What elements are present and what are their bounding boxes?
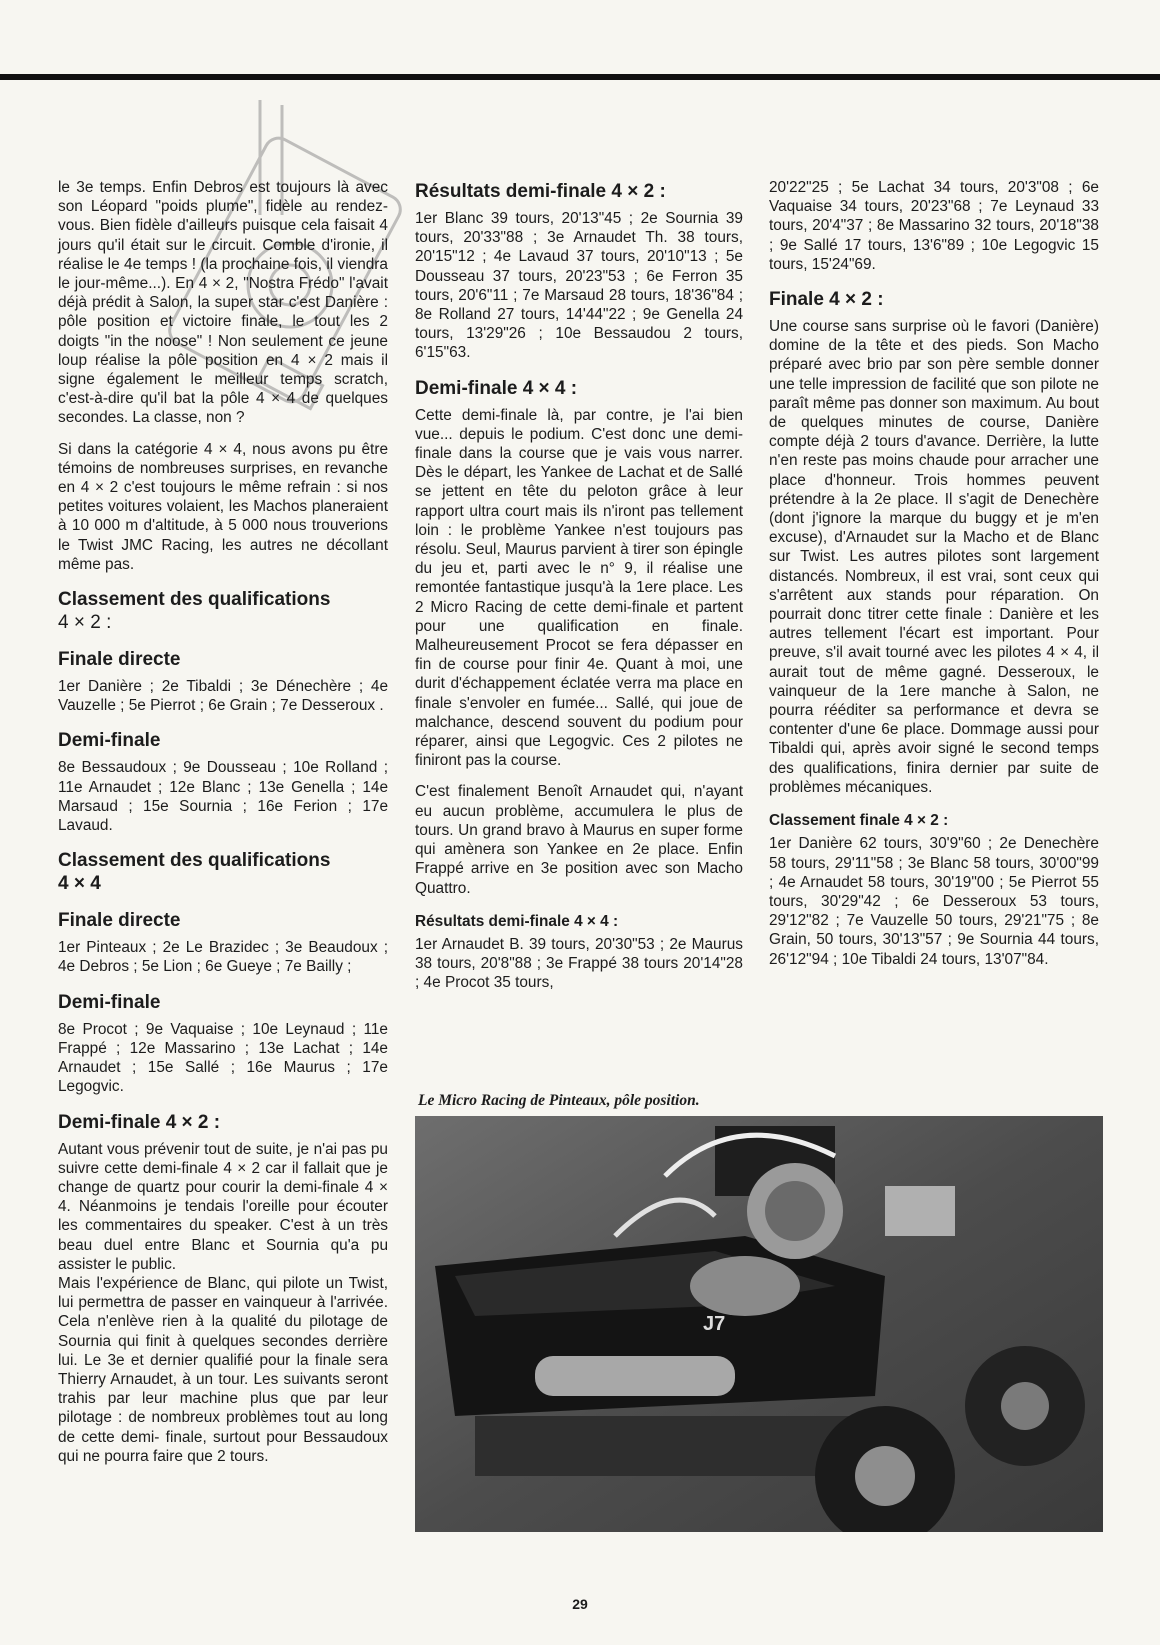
paragraph: Si dans la catégorie 4 × 4, nous avons pu être témoins de nombreuses surprises, en revanche en 4 × 2 c'est toujours le même refrain : si nos petites voitures volaient, les Machos planeraient à 10 000 m d'altitude, à 5 000 nous trouverions le Twist JMC Racing, les autres ne décollant même pas. bbox=[58, 440, 388, 573]
rc-buggy-illustration bbox=[415, 1116, 1103, 1532]
results-heading: Classement finale 4 × 2 : bbox=[769, 812, 949, 830]
results-text: 1er Arnaudet B. 39 tours, 20'30"53 ; 2e Maurus 38 tours, 20'8"88 ; 3e Frappé 38 tours 20'14"28 ; 4e Procot 35 tours, bbox=[415, 935, 743, 992]
top-rule bbox=[0, 74, 1160, 80]
paragraph: Mais l'expérience de Blanc, qui pilote un Twist, lui permettra de passer en vainqueur à l'arrivée. Cela n'enlève rien à la qualité du pilotage de Sournia qui finit à quelques secondes derrière lui. Le 3e et dernier qualifié pour la finale sera Thierry Arnaudet, à un tour. Les suivants seront trahis par leur machine plus que par leur pilotage : de nombreux problèmes tout au long de cette demi- finale, surtout pour Bessaudoux qui ne pourra faire que 2 tours. bbox=[58, 1274, 388, 1465]
photo-caption: Le Micro Racing de Pinteaux, pôle position. bbox=[418, 1092, 700, 1109]
car-number-label: J7 bbox=[703, 1313, 726, 1335]
section-heading: Finale 4 × 2 : bbox=[769, 289, 884, 311]
results-text: 8e Bessaudoux ; 9e Dousseau ; 10e Rolland ; 11e Arnaudet ; 12e Blanc ; 13e Genella ; 14e Marsaud ; 15e Sournia ; 16e Ferion ; 17e Lavaud. bbox=[58, 759, 388, 835]
paragraph: C'est finalement Benoît Arnaudet qui, n'ayant eu aucun problème, accumulera le plus de tours. Un grand bravo à Maurus en super forme qui amènera son Yankee en 2e place. Enfin Frappé arrive en 3e position avec son Macho Quattro. bbox=[415, 783, 743, 897]
column-left bbox=[58, 178, 388, 1478]
paragraph: Autant vous prévenir tout de suite, je n'ai pas pu suivre cette demi-finale 4 × 2 car il fallait que je change de quartz pour courir la demi-finale 4 × 4. Néanmoins je tendais l'oreille pour écouter les commentaires du speaker. C'est à un très beau duel entre Blanc et Sournia qu'a pu assister le public. bbox=[58, 1140, 388, 1273]
subsection-heading: Finale directe bbox=[58, 910, 181, 932]
rc-buggy-photo bbox=[415, 1116, 1103, 1532]
results-text: 1er Pinteaux ; 2e Le Brazidec ; 3e Beaudoux ; 4e Debros ; 5e Lion ; 6e Gueye ; 7e Bailly ; bbox=[58, 939, 388, 976]
results-heading: Résultats demi-finale 4 × 4 : bbox=[415, 912, 619, 930]
section-heading: Résultats demi-finale 4 × 2 : bbox=[415, 181, 666, 202]
paragraph: le 3e temps. Enfin Debros est toujours là avec son Léopard "poids plume", fidèle au rendez-vous. Bien fidèle d'ailleurs puisque cela faisait 4 jours qu'il était sur le circuit. Comble d'ironie, il réalise le 4e temps ! (la prochaine fois, il viendra le jour-même...). En 4 × 2, "Nostra Frédo" l'avait déjà prédit à Salon, la super star c'est Danière : pôle position et victoire finale, le tout les 2 doigts "in the noose" ! Non seulement ce jeune loup réalise la pôle position en 4 × 2 mais il signe également le meilleur temps scratch, c'est-à-dire qu'il bat la pôle 4 × 4 de quelques secondes. La classe, non ? bbox=[58, 179, 388, 427]
results-text: 1er Blanc 39 tours, 20'13"45 ; 2e Sournia 39 tours, 20'33"88 ; 3e Arnaudet Th. 38 tours, 20'15"12 ; 4e Lavaud 37 tours, 20'10"13 ; 5e Dousseau 37 tours, 20'23"53 ; 6e Ferron 35 tours, 20'6"11 ; 7e Marsaud 28 tours, 18'36"84 ; 8e Rolland 27 tours, 14'44"22 ; 9e Genella 24 tours, 13'29"26 ; 10e Bessaudou 2 tours, 6'15"63. bbox=[415, 210, 743, 362]
column-right bbox=[769, 178, 1099, 981]
results-text: 20'22"25 ; 5e Lachat 34 tours, 20'3"08 ; 6e Vaquaise 34 tours, 20'23"68 ; 7e Leynaud 33 tours, 20'4"37 ; 8e Massarino 32 tours, 20'18"38 ; 9e Sallé 17 tours, 13'6"89 ; 10e Legogvic 15 tours, 15'24"69. bbox=[769, 179, 1099, 273]
section-heading: Demi-finale 4 × 4 : bbox=[415, 377, 578, 399]
subsection-heading: Demi-finale bbox=[58, 991, 161, 1013]
page-number: 29 bbox=[572, 1596, 588, 1612]
section-heading: Classement des qualifications bbox=[58, 850, 331, 872]
section-subheading: 4 × 2 : bbox=[58, 612, 112, 634]
section-heading: Demi-finale 4 × 2 : bbox=[58, 1111, 221, 1133]
section-subheading: 4 × 4 bbox=[58, 873, 101, 895]
results-text: 1er Danière 62 tours, 30'9"60 ; 2e Denechère 58 tours, 29'11"58 ; 3e Blanc 58 tours, 30'00"99 ; 4e Arnaudet 58 tours, 30'19"00 ; 5e Pierrot 55 tours, 30'29"42 ; 6e Desseroux 53 tours, 29'12"82 ; 7e Vauzelle 50 tours, 29'21"75 ; 8e Grain, 50 tours, 30'13"57 ; 9e Sournia 44 tours, 26'12"94 ; 10e Tibaldi 24 tours, 13'07"84. bbox=[769, 835, 1099, 968]
results-text: 1er Danière ; 2e Tibaldi ; 3e Dénechère ; 4e Vauzelle ; 5e Pierrot ; 6e Grain ; 7e Desseroux . bbox=[58, 678, 388, 715]
paragraph: Cette demi-finale là, par contre, je l'ai bien vue... depuis le podium. C'est donc une demi-finale dans la course que je vais vous narrer. Dès le départ, les Yankee de Lachat et de Sallé se jettent en tête du peloton grâce à leur rapport ultra court mais ils n'iront pas tellement loin : le problème Yankee n'est toujours pas résolu. Seul, Maurus parvient à tirer son épingle du jeu et, parti avec le n° 9, il réalise une remontée fantastique jusqu'à la 1ere place. Les 2 Micro Racing de cette demi-finale et partent pour une qualification en finale. Malheureusement Procot se fera dépasser en fin de course pour finir 4e. Quant à moi, une durit d'échappement éclatée verra ma place en finale s'envoler en fumée... Sallé, qui joue de malchance, descend souvent du podium pour réparer, ainsi que Legogvic. Ces 2 pilotes ne finiront pas la course. bbox=[415, 406, 743, 770]
results-text: 8e Procot ; 9e Vaquaise ; 10e Leynaud ; 11e Frappé ; 12e Massarino ; 13e Lachat ; 14e Arnaudet ; 15e Sallé ; 16e Maurus ; 17e Legogvic. bbox=[58, 1020, 388, 1096]
paragraph: Une course sans surprise où le favori (Danière) domine de la tête et des pieds. Son Macho préparé avec brio par son père semble donner une telle impression de facilité que son pilote ne paraît même pas donner son maximum. Au bout de quelques minutes de course, Danière compte déjà 2 tours d'avance. Derrière, la lutte n'en reste pas moins chaude pour arracher une place d'honneur. Trois hommes peuvent prétendre à la 2e place. Il s'agit de Denechère (dont j'ignore la marque du buggy et je m'en excuse), d'Arnaudet sur la Macho et de Blanc sur Twist. Les autres pilotes sont largement distancés. Nombreux, il est vrai, sont ceux qui s'arrêtent aux stands pour réparation. On pourrait donc titrer cette finale : Danière et les autres tellement l'écart est important. Pour preuve, s'il avait tourné avec les pilotes 4 × 4, il aurait tout de même gagné. Desseroux, le vainqueur de la 1ere manche à Salon, ne pourra rééditer sa performance et devra se contenter d'une 6e place. Dommage aussi pour Tibaldi qui, après avoir signé le second temps des qualifications, finira dernier par suite de problèmes mécaniques. bbox=[769, 318, 1099, 796]
subsection-heading: Demi-finale bbox=[58, 730, 161, 752]
column-middle bbox=[415, 180, 743, 1005]
section-heading: Classement des qualifications bbox=[58, 589, 331, 611]
subsection-heading: Finale directe bbox=[58, 649, 181, 671]
